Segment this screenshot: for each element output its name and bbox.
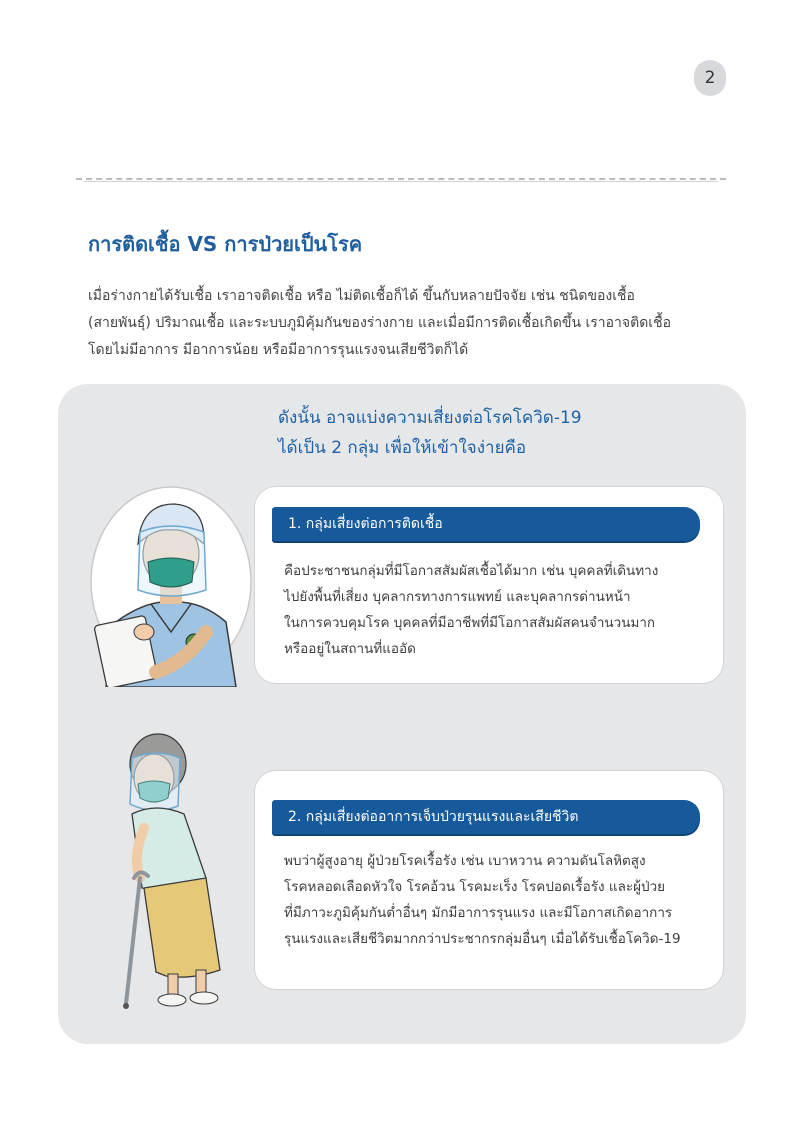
description-line: ไปยังพื้นที่เสี่ยง บุคลากรทางการแพทย์ และบุคลากรด่านหน้า (284, 589, 631, 605)
description-line: คือประชาชนกลุ่มที่มีโอกาสสัมผัสเชื้อได้มาก เช่น บุคคลที่เดินทาง (284, 563, 659, 579)
description-line: ในการควบคุมโรค บุคคลที่มีอาชีพที่มีโอกาสสัมผัสคนจำนวนมาก (284, 615, 656, 631)
description-line: หรืออยู่ในสถานที่แออัด (284, 641, 416, 657)
description-line: พบว่าผู้สูงอายุ ผู้ป่วยโรคเรื้อรัง เช่น เบาหวาน ความดันโลหิตสูง (284, 853, 646, 869)
risk-group-description-2 (284, 848, 681, 952)
panel-lead-line: ได้เป็น 2 กลุ่ม เพื่อให้เข้าใจง่ายคือ (278, 438, 527, 458)
intro-line: (สายพันธุ์) ปริมาณเชื้อ และระบบภูมิคุ้มกันของร่างกาย และเมื่อมีการติดเชื้อเกิดขึ้น เราอาจติดเชื้อ (88, 315, 671, 331)
elderly-woman-illustration (96, 728, 256, 1014)
panel-lead-line: ดังนั้น อาจแบ่งความเสี่ยงต่อโรคโควิด-19 (278, 408, 582, 428)
description-line: ที่มีภาวะภูมิคุ้มกันต่ำอื่นๆ มักมีอาการรุนแรง และมีโอกาสเกิดอาการ (284, 905, 673, 921)
risk-group-title-2: 2. กลุ่มเสี่ยงต่ออาการเจ็บป่วยรุนแรงและเสียชีวิต (272, 800, 700, 834)
risk-group-title-1: 1. กลุ่มเสี่ยงต่อการติดเชื้อ (272, 507, 700, 541)
risk-group-description-1 (284, 558, 658, 662)
intro-line: โดยไม่มีอาการ มีอาการน้อย หรือมีอาการรุนแรงจนเสียชีวิตก็ได้ (88, 342, 469, 358)
panel-lead (278, 403, 582, 463)
description-line: รุนแรงและเสียชีวิตมากกว่าประชากรกลุ่มอื่นๆ เมื่อได้รับเชื้อโควิด-19 (284, 931, 681, 947)
intro-line: เมื่อร่างกายได้รับเชื้อ เราอาจติดเชื้อ หรือ ไม่ติดเชื้อก็ได้ ขึ้นกับหลายปัจจัย เช่น ชนิดของเชื้อ (88, 288, 635, 304)
section-divider-shadow (84, 181, 718, 182)
page-number: 2 (694, 60, 726, 96)
section-divider (76, 178, 726, 180)
section-title: การติดเชื้อ VS การป่วยเป็นโรค (88, 232, 363, 256)
health-worker-illustration (86, 482, 256, 687)
intro-paragraph (88, 283, 728, 364)
description-line: โรคหลอดเลือดหัวใจ โรคอ้วน โรคมะเร็ง โรคปอดเรื้อรัง และผู้ป่วย (284, 879, 666, 895)
